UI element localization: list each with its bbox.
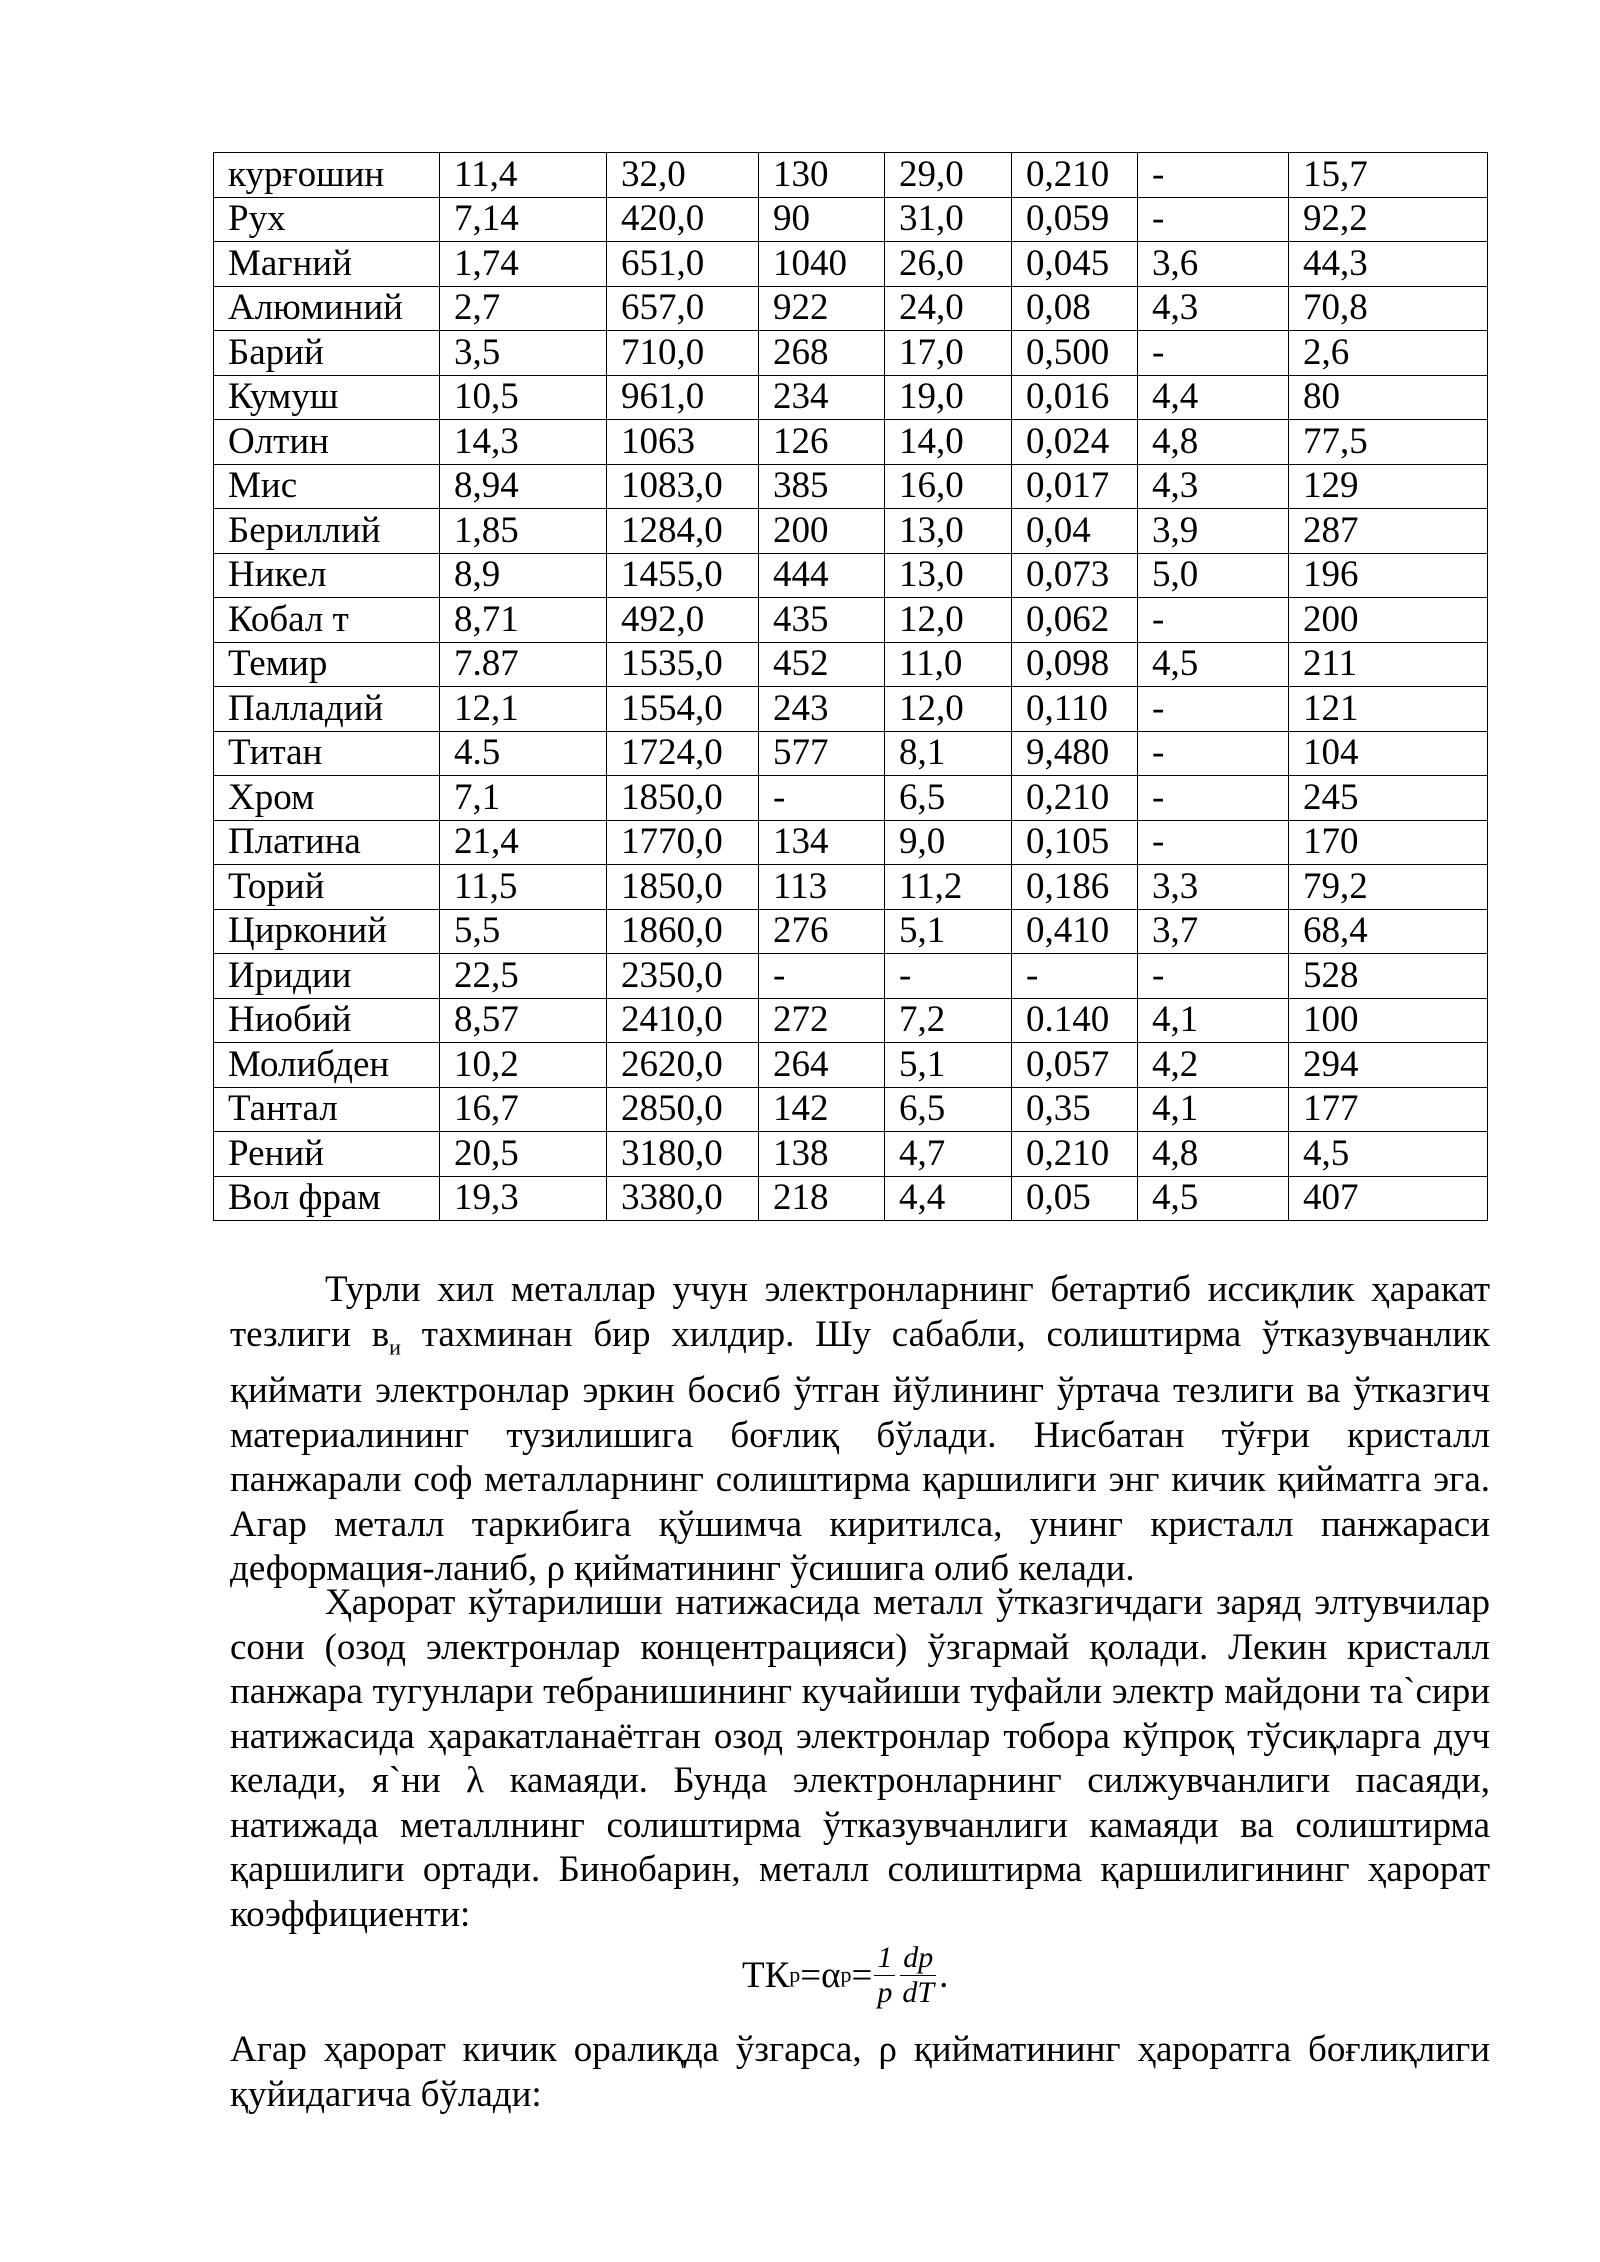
- formula-lhs-subscript: р: [789, 1962, 801, 1987]
- table-cell: 138: [759, 1132, 885, 1177]
- table-cell: 2620,0: [607, 1043, 759, 1088]
- table-cell: -: [1012, 954, 1138, 999]
- table-cell: 0,045: [1012, 242, 1138, 287]
- table-cell: 1284,0: [607, 509, 759, 554]
- table-cell: 13,0: [885, 509, 1012, 554]
- metal-name-cell: Палладий: [214, 687, 440, 732]
- table-cell: 0,057: [1012, 1043, 1138, 1088]
- table-cell: 11,0: [885, 642, 1012, 687]
- table-cell: 1724,0: [607, 731, 759, 776]
- table-cell: 19,0: [885, 375, 1012, 420]
- paragraph-1-subscript: и: [389, 1333, 401, 1359]
- table-cell: -: [1138, 954, 1289, 999]
- table-cell: 5,1: [885, 909, 1012, 954]
- table-cell: 0,024: [1012, 420, 1138, 465]
- table-cell: 0,186: [1012, 865, 1138, 910]
- table-cell: -: [1138, 731, 1289, 776]
- table-cell: -: [1138, 820, 1289, 865]
- table-cell: 6,5: [885, 776, 1012, 821]
- table-cell: 4,8: [1138, 420, 1289, 465]
- table-cell: 14,0: [885, 420, 1012, 465]
- table-cell: 0,105: [1012, 820, 1138, 865]
- table-cell: 92,2: [1289, 197, 1488, 242]
- table-cell: 0,35: [1012, 1087, 1138, 1132]
- table-cell: 20,5: [440, 1132, 607, 1177]
- metal-name-cell: Торий: [214, 865, 440, 910]
- metals-properties-table: [213, 152, 1488, 1221]
- table-cell: 243: [759, 687, 885, 732]
- table-row: [214, 598, 1488, 643]
- table-cell: -: [759, 954, 885, 999]
- metal-name-cell: Барий: [214, 331, 440, 376]
- table-cell: 1,74: [440, 242, 607, 287]
- metal-name-cell: Тантал: [214, 1087, 440, 1132]
- table-row: [214, 1087, 1488, 1132]
- table-cell: 234: [759, 375, 885, 420]
- metal-name-cell: Никел: [214, 553, 440, 598]
- table-cell: 170: [1289, 820, 1488, 865]
- metal-name-cell: Алюминий: [214, 286, 440, 331]
- table-cell: 2350,0: [607, 954, 759, 999]
- formula-lhs: ТК: [742, 1954, 790, 1996]
- table-cell: 3380,0: [607, 1176, 759, 1221]
- table-cell: 134: [759, 820, 885, 865]
- table-cell: 0,410: [1012, 909, 1138, 954]
- table-cell: 4,4: [885, 1176, 1012, 1221]
- paragraph-3: [230, 2028, 1490, 2117]
- table-row: [214, 998, 1488, 1043]
- table-cell: 0,08: [1012, 286, 1138, 331]
- table-row: [214, 954, 1488, 999]
- table-cell: 1063: [607, 420, 759, 465]
- table-cell: 657,0: [607, 286, 759, 331]
- metal-name-cell: Бериллий: [214, 509, 440, 554]
- table-cell: 29,0: [885, 153, 1012, 198]
- table-cell: 0,05: [1012, 1176, 1138, 1221]
- table-cell: 0.140: [1012, 998, 1138, 1043]
- fraction-dp-over-dt: [899, 1941, 937, 2010]
- table-cell: 113: [759, 865, 885, 910]
- table-cell: 3,9: [1138, 509, 1289, 554]
- table-cell: -: [1138, 598, 1289, 643]
- metal-name-cell: Вол фрам: [214, 1176, 440, 1221]
- table-cell: -: [1138, 197, 1289, 242]
- table-cell: 8,9: [440, 553, 607, 598]
- table-cell: 26,0: [885, 242, 1012, 287]
- table-cell: 651,0: [607, 242, 759, 287]
- table-row: [214, 331, 1488, 376]
- table-cell: 22,5: [440, 954, 607, 999]
- table-cell: 1860,0: [607, 909, 759, 954]
- table-row: [214, 865, 1488, 910]
- table-cell: 1850,0: [607, 776, 759, 821]
- table-cell: 200: [1289, 598, 1488, 643]
- table-cell: 11,2: [885, 865, 1012, 910]
- table-cell: 5,0: [1138, 553, 1289, 598]
- table-cell: 44,3: [1289, 242, 1488, 287]
- table-cell: 0,04: [1012, 509, 1138, 554]
- table-cell: 1455,0: [607, 553, 759, 598]
- paragraph-2-text: Ҳарорат кўтарилиши натижасида металл ўтказгичдаги заряд элтувчилар сони (озод электронлар концентрацияси) ўзгармай қолади. Лекин кристалл панжара тугунлари тебранишининг кучайиши туфайли электр майдони та`сири натижасида ҳаракатланаётган озод электронлар тобора кўпроқ тўсиқларга дуч келади, я`ни λ камаяди. Бунда электронларнинг силжувчанлиги пасаяди, натижада металлнинг солиштирма ўтказувчанлиги камаяди ва солиштирма қаршилиги ортади. Бинобарин, металл солиштирма қаршилигининг ҳарорат коэффициенти:: [230, 1582, 1490, 1935]
- table-cell: 200: [759, 509, 885, 554]
- table-cell: 79,2: [1289, 865, 1488, 910]
- table-row: [214, 153, 1488, 198]
- table-cell: 1554,0: [607, 687, 759, 732]
- table-cell: 9,480: [1012, 731, 1138, 776]
- table-cell: 0,500: [1012, 331, 1138, 376]
- table-cell: 0,062: [1012, 598, 1138, 643]
- table-cell: 32,0: [607, 153, 759, 198]
- metal-name-cell: Рений: [214, 1132, 440, 1177]
- table-cell: 7,1: [440, 776, 607, 821]
- table-row: [214, 464, 1488, 509]
- table-cell: -: [885, 954, 1012, 999]
- table-cell: 1,85: [440, 509, 607, 554]
- table-cell: 21,4: [440, 820, 607, 865]
- table-row: [214, 909, 1488, 954]
- table-row: [214, 420, 1488, 465]
- table-cell: 12,1: [440, 687, 607, 732]
- table-cell: 80: [1289, 375, 1488, 420]
- table-row: [214, 242, 1488, 287]
- table-cell: 15,7: [1289, 153, 1488, 198]
- formula-row: [0, 1935, 1600, 2015]
- table-cell: 435: [759, 598, 885, 643]
- table-cell: 196: [1289, 553, 1488, 598]
- table-row: [214, 731, 1488, 776]
- table-cell: 2850,0: [607, 1087, 759, 1132]
- table-cell: 961,0: [607, 375, 759, 420]
- table-cell: 245: [1289, 776, 1488, 821]
- table-cell: -: [1138, 776, 1289, 821]
- table-cell: 1770,0: [607, 820, 759, 865]
- formula-alpha: =α: [800, 1954, 841, 1996]
- table-cell: 420,0: [607, 197, 759, 242]
- table-cell: 0,059: [1012, 197, 1138, 242]
- table-cell: 385: [759, 464, 885, 509]
- table-cell: 2,6: [1289, 331, 1488, 376]
- metal-name-cell: Олтин: [214, 420, 440, 465]
- table-row: [214, 776, 1488, 821]
- table-row: [214, 1043, 1488, 1088]
- paragraph-3-text: Агар ҳарорат кичик оралиқда ўзгарса, ρ қийматининг ҳароратга боғлиқлиги қуйидагича бўлади:: [230, 2029, 1490, 2115]
- table-cell: 19,3: [440, 1176, 607, 1221]
- table-cell: -: [1138, 153, 1289, 198]
- metal-name-cell: Молибден: [214, 1043, 440, 1088]
- table-cell: 4,2: [1138, 1043, 1289, 1088]
- table-cell: 264: [759, 1043, 885, 1088]
- table-cell: 4,1: [1138, 998, 1289, 1043]
- table-cell: 14,3: [440, 420, 607, 465]
- table-cell: 0,210: [1012, 776, 1138, 821]
- fraction-2-denominator: dT: [902, 1975, 935, 2009]
- table-cell: 3,5: [440, 331, 607, 376]
- table-cell: 126: [759, 420, 885, 465]
- table-cell: 3,7: [1138, 909, 1289, 954]
- table-cell: 8,57: [440, 998, 607, 1043]
- fraction-2-numerator: dp: [900, 1941, 936, 1976]
- table-row: [214, 1132, 1488, 1177]
- table-cell: 1083,0: [607, 464, 759, 509]
- table-cell: 12,0: [885, 598, 1012, 643]
- metal-name-cell: Платина: [214, 820, 440, 865]
- table-cell: 2410,0: [607, 998, 759, 1043]
- table-row: [214, 553, 1488, 598]
- table-cell: 5,1: [885, 1043, 1012, 1088]
- table-cell: 10,2: [440, 1043, 607, 1088]
- table-cell: 17,0: [885, 331, 1012, 376]
- table-cell: 268: [759, 331, 885, 376]
- paragraph-1-part-b: тахминан бир хилдир. Шу сабабли, солиштирма ўтказувчанлик қиймати электронлар эркин босиб ўтган йўлининг ўртача тезлиги ва ўтказгич материалининг тузилишига боғлиқ бўлади. Нисбатан тўғри кристалл панжарали соф металларнинг солиштирма қаршилиги энг кичик қийматга эга. Агар металл таркибига қўшимча киритилса, унинг кристалл панжараси деформация-ланиб, ρ қийматининг ўсишига олиб келади.: [230, 1313, 1491, 1590]
- table-cell: 16,7: [440, 1087, 607, 1132]
- table-cell: 287: [1289, 509, 1488, 554]
- table-cell: 130: [759, 153, 885, 198]
- table-cell: 0,210: [1012, 1132, 1138, 1177]
- table-cell: 11,4: [440, 153, 607, 198]
- paragraph-1-text: [230, 1268, 1490, 1592]
- table-row: [214, 286, 1488, 331]
- table-cell: -: [1138, 687, 1289, 732]
- metal-name-cell: Темир: [214, 642, 440, 687]
- table-cell: 6,5: [885, 1087, 1012, 1132]
- table-cell: 90: [759, 197, 885, 242]
- table-cell: 3,3: [1138, 865, 1289, 910]
- table-cell: 13,0: [885, 553, 1012, 598]
- table-cell: 3180,0: [607, 1132, 759, 1177]
- table-cell: 218: [759, 1176, 885, 1221]
- formula-end: .: [939, 1954, 949, 1996]
- table-cell: 4,3: [1138, 286, 1289, 331]
- paragraph-1-part-a: Турли хил металлар учун электронларнинг бетартиб иссиқлик ҳаракат тезлиги в: [230, 1269, 1490, 1355]
- metal-name-cell: Магний: [214, 242, 440, 287]
- table-cell: 12,0: [885, 687, 1012, 732]
- table-row: [214, 375, 1488, 420]
- table-cell: 0,016: [1012, 375, 1138, 420]
- formula-equals: =: [851, 1954, 873, 1996]
- table-cell: 3,6: [1138, 242, 1289, 287]
- table-cell: 77,5: [1289, 420, 1488, 465]
- temperature-coefficient-formula: [742, 1935, 948, 2015]
- table-cell: 272: [759, 998, 885, 1043]
- table-cell: 68,4: [1289, 909, 1488, 954]
- table-cell: 7,2: [885, 998, 1012, 1043]
- paragraph-2: [230, 1581, 1490, 1937]
- table-cell: 2,7: [440, 286, 607, 331]
- table-cell: 9,0: [885, 820, 1012, 865]
- table-cell: 129: [1289, 464, 1488, 509]
- table-cell: 4,3: [1138, 464, 1289, 509]
- table-cell: 577: [759, 731, 885, 776]
- table-cell: 528: [1289, 954, 1488, 999]
- metal-name-cell: Ниобий: [214, 998, 440, 1043]
- table-cell: 4,1: [1138, 1087, 1289, 1132]
- table-cell: 444: [759, 553, 885, 598]
- table-cell: 407: [1289, 1176, 1488, 1221]
- table-cell: 7.87: [440, 642, 607, 687]
- fraction-1-denominator: p: [877, 1975, 893, 2009]
- metal-name-cell: Цирконий: [214, 909, 440, 954]
- metal-name-cell: Мис: [214, 464, 440, 509]
- table-cell: 4,7: [885, 1132, 1012, 1177]
- table-cell: 1850,0: [607, 865, 759, 910]
- metal-name-cell: Рух: [214, 197, 440, 242]
- table-cell: 8,1: [885, 731, 1012, 776]
- table-cell: 104: [1289, 731, 1488, 776]
- metal-name-cell: Хром: [214, 776, 440, 821]
- table-cell: 1040: [759, 242, 885, 287]
- table-cell: 11,5: [440, 865, 607, 910]
- metal-name-cell: Кобал т: [214, 598, 440, 643]
- table-cell: 0,210: [1012, 153, 1138, 198]
- table-cell: 4,4: [1138, 375, 1289, 420]
- formula-alpha-subscript: р: [840, 1962, 852, 1987]
- table-cell: 922: [759, 286, 885, 331]
- table-cell: 24,0: [885, 286, 1012, 331]
- table-row: [214, 642, 1488, 687]
- table-cell: 8,94: [440, 464, 607, 509]
- table-body: [214, 153, 1488, 1221]
- table-row: [214, 197, 1488, 242]
- table-row: [214, 820, 1488, 865]
- table-cell: 31,0: [885, 197, 1012, 242]
- table-cell: 7,14: [440, 197, 607, 242]
- table-cell: 710,0: [607, 331, 759, 376]
- table-cell: 70,8: [1289, 286, 1488, 331]
- metal-name-cell: Титан: [214, 731, 440, 776]
- table-cell: 492,0: [607, 598, 759, 643]
- table-cell: 4.5: [440, 731, 607, 776]
- table-cell: 4,8: [1138, 1132, 1289, 1177]
- table-cell: 4,5: [1138, 1176, 1289, 1221]
- table-row: [214, 1176, 1488, 1221]
- fraction-1-numerator: 1: [874, 1941, 895, 1976]
- table-cell: 100: [1289, 998, 1488, 1043]
- table-row: [214, 509, 1488, 554]
- table-cell: 1535,0: [607, 642, 759, 687]
- table-cell: 276: [759, 909, 885, 954]
- metal-name-cell: Иридии: [214, 954, 440, 999]
- table-cell: 211: [1289, 642, 1488, 687]
- table-cell: 4,5: [1138, 642, 1289, 687]
- table-cell: 5,5: [440, 909, 607, 954]
- table-cell: 10,5: [440, 375, 607, 420]
- paragraph-1: [230, 1268, 1490, 1592]
- metal-name-cell: курғошин: [214, 153, 440, 198]
- table-cell: 16,0: [885, 464, 1012, 509]
- fraction-one-over-p: [874, 1941, 895, 2010]
- metal-name-cell: Кумуш: [214, 375, 440, 420]
- table-cell: 0,017: [1012, 464, 1138, 509]
- table-cell: 142: [759, 1087, 885, 1132]
- table-cell: -: [1138, 331, 1289, 376]
- table-cell: 8,71: [440, 598, 607, 643]
- table-cell: 294: [1289, 1043, 1488, 1088]
- table-cell: 0,098: [1012, 642, 1138, 687]
- table-cell: -: [759, 776, 885, 821]
- table-row: [214, 687, 1488, 732]
- table-cell: 0,110: [1012, 687, 1138, 732]
- table-cell: 452: [759, 642, 885, 687]
- table-cell: 4,5: [1289, 1132, 1488, 1177]
- table-cell: 177: [1289, 1087, 1488, 1132]
- table-cell: 0,073: [1012, 553, 1138, 598]
- table-cell: 121: [1289, 687, 1488, 732]
